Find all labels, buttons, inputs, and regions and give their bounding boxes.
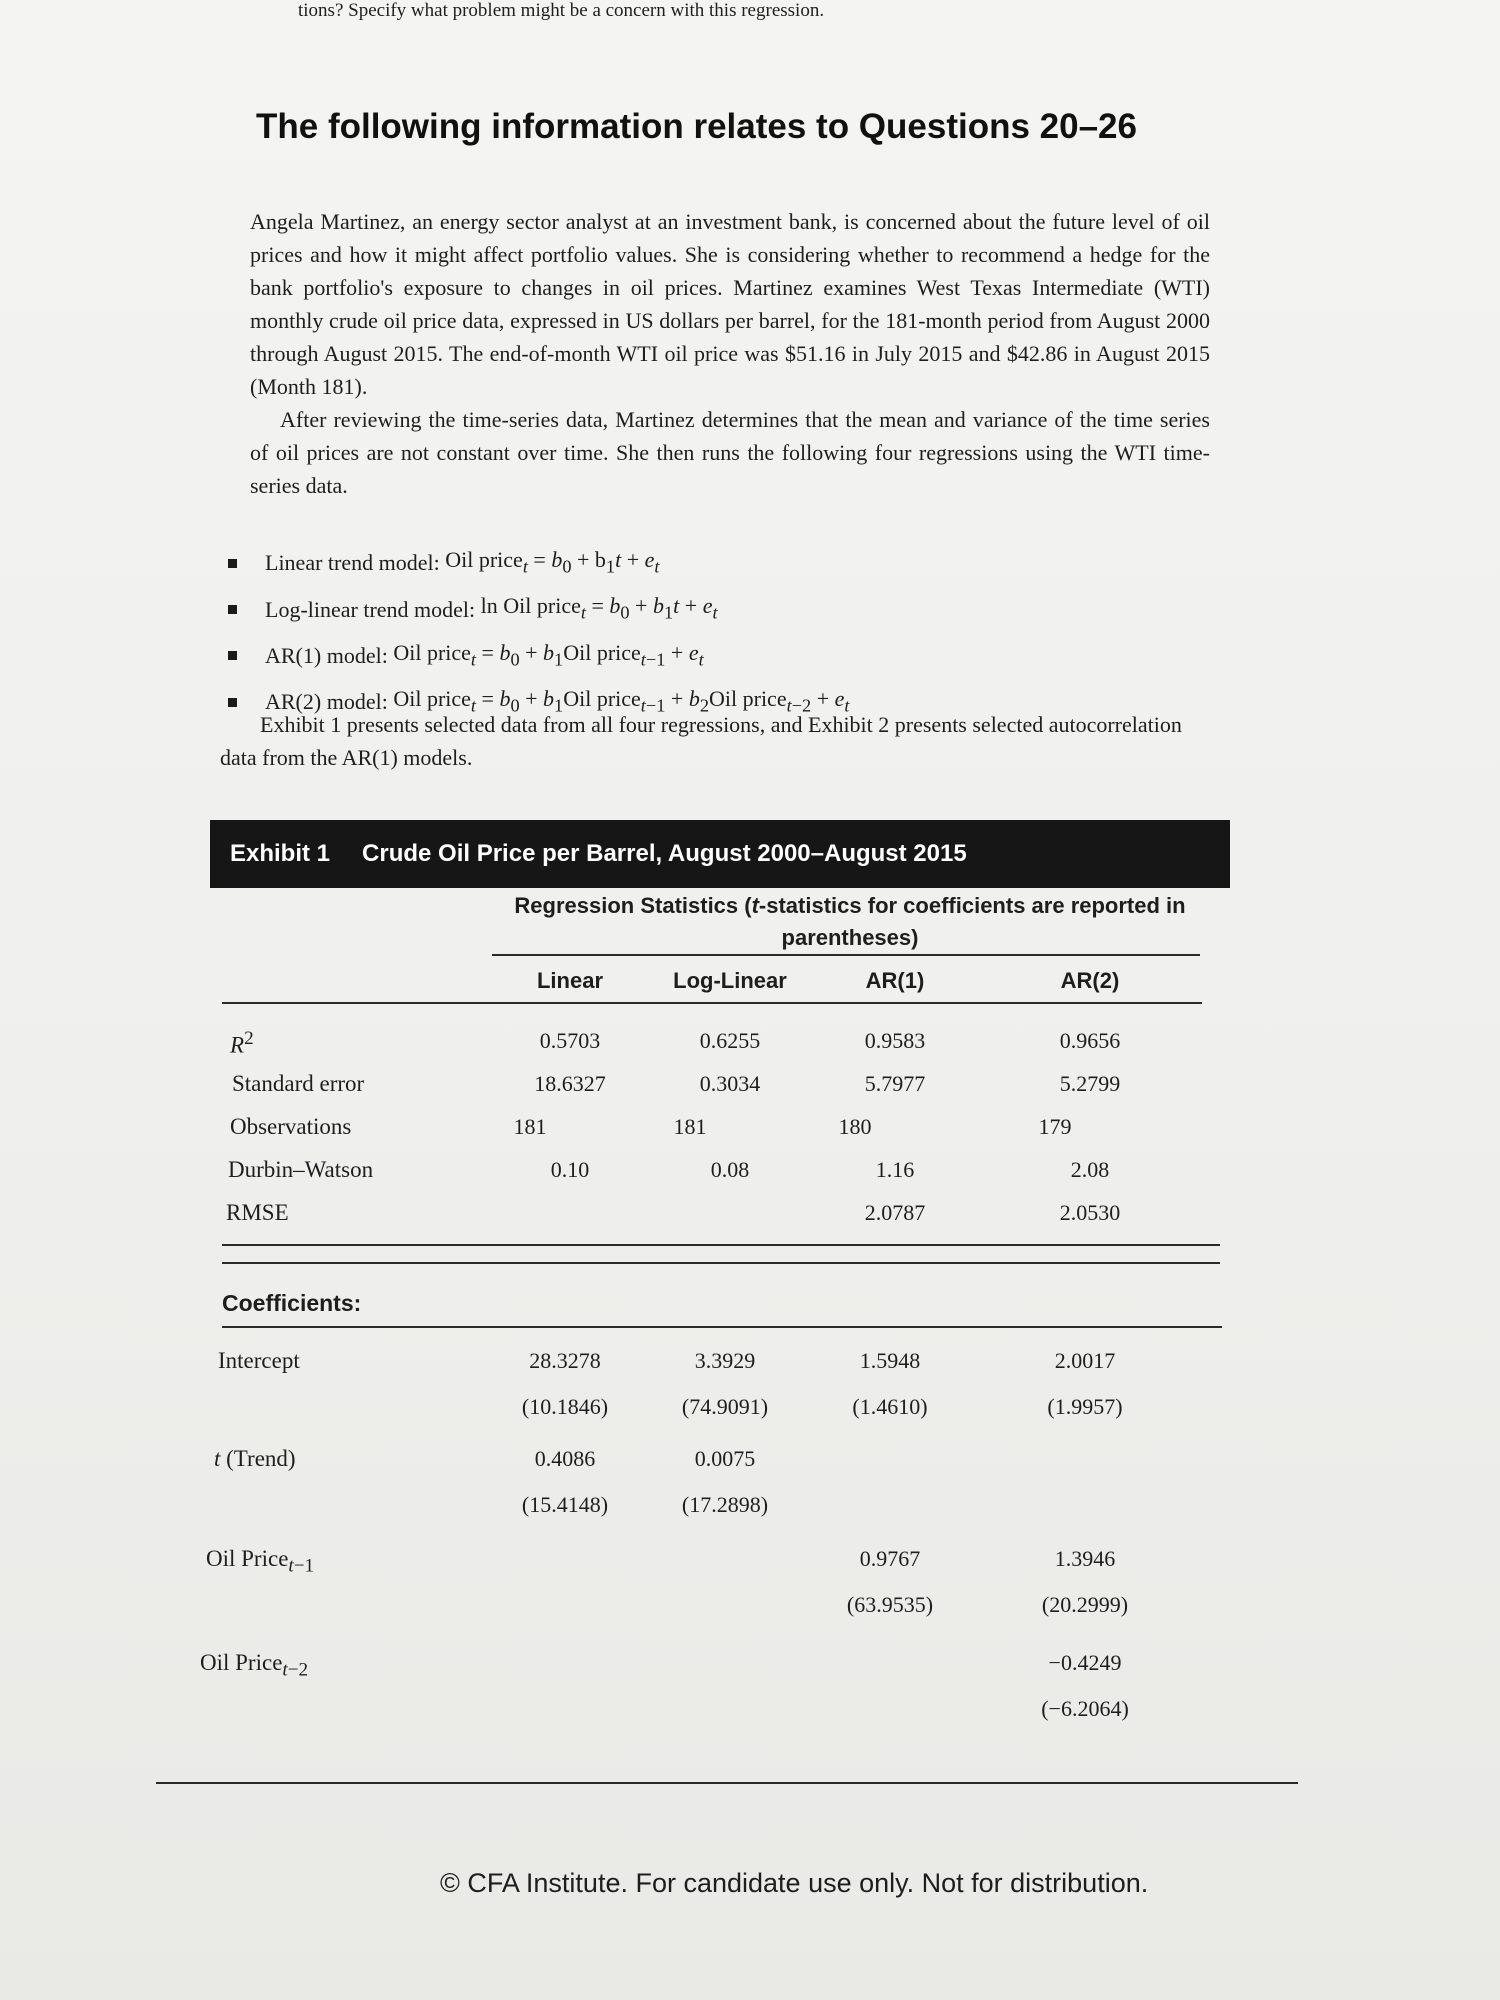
stat-cell: 5.2799 <box>1059 1071 1121 1096</box>
exhibit-bottom-rule <box>156 1782 1298 1784</box>
model-name: Log-linear trend model: <box>265 596 476 622</box>
stats-double-rule <box>222 1262 1220 1264</box>
model-equation: Oil price$_t$ = $b_0 + b_1t + e_t$ <box>445 547 660 577</box>
model-name: AR(2) model: <box>265 689 388 715</box>
stat-cell: 0.10 <box>550 1157 590 1182</box>
stat-cell: 180 <box>838 1114 872 1139</box>
paragraph-2: After reviewing the time-series data, Martinez determines that the mean and variance of the time series of oil prices are not constant over time. She then runs the following four regressions using the WTI time-series data. <box>250 407 1210 498</box>
coefficient-value: 3.3929 <box>694 1348 756 1373</box>
exhibit-label: Exhibit 1 <box>230 840 331 867</box>
exhibit-title: Crude Oil Price per Barrel, August 2000–August 2015 <box>362 840 967 867</box>
coefficient-t-statistic: (1.4610) <box>852 1394 928 1419</box>
previous-question-fragment: tions? Specify what problem might be a concern with this regression. <box>298 0 825 21</box>
coefficient-value: 0.9767 <box>859 1546 921 1571</box>
coefficient-t-statistic: (10.1846) <box>521 1394 609 1419</box>
coefficient-value: 28.3278 <box>529 1348 601 1373</box>
section-heading: The following information relates to Questions 20–26 <box>256 107 1137 146</box>
stat-cell: 2.08 <box>1070 1157 1110 1182</box>
coefficient-value: 1.3946 <box>1054 1546 1116 1571</box>
coefficient-value: 2.0017 <box>1054 1348 1116 1373</box>
stats-bottom-rule <box>222 1244 1220 1246</box>
column-header-ar2: AR(2) <box>1060 968 1120 993</box>
model-item-ar1 <box>228 633 1228 679</box>
bullet-square-icon <box>228 605 237 614</box>
exhibit-intro <box>220 708 1220 774</box>
regression-caption: Regression Statistics (t-statistics for coefficients are reported in parentheses) <box>514 893 1186 950</box>
coefficient-row-label: Oil Price$_{t-2}$ <box>200 1650 309 1681</box>
column-header-linear: Linear <box>536 968 604 993</box>
stat-row-label: Observations <box>230 1114 352 1139</box>
coefficient-t-statistic: (63.9535) <box>846 1592 934 1617</box>
stat-row-label: Durbin–Watson <box>228 1157 374 1182</box>
case-description <box>250 205 1210 502</box>
stat-cell: 1.16 <box>875 1157 915 1182</box>
model-name: AR(1) model: <box>265 642 388 668</box>
coefficient-t-statistic: (−6.2064) <box>1041 1696 1129 1721</box>
stat-cell: 181 <box>513 1114 547 1139</box>
coefficient-value: 0.0075 <box>694 1446 756 1471</box>
stat-row-label: Standard error <box>232 1071 365 1096</box>
coefficient-t-statistic: (17.2898) <box>681 1492 769 1517</box>
copyright-footer: © CFA Institute. For candidate use only. Not for distribution. <box>440 1868 1149 1898</box>
coefficient-value: 1.5948 <box>859 1348 921 1373</box>
bullet-square-icon <box>228 651 237 660</box>
model-name: Linear trend model: <box>265 550 440 576</box>
coefficient-row-label: Oil Price$_{t-1}$ <box>206 1546 315 1577</box>
stat-cell: 0.9656 <box>1059 1028 1121 1053</box>
coefficient-t-statistic: (1.9957) <box>1047 1394 1123 1419</box>
model-equation: Oil price$_t$ = $b_0 + b_1Oil$ price$_{t-1}$ + $e_t$ <box>393 639 704 670</box>
regression-model-list <box>228 540 1228 726</box>
stat-row-label: $R^2$ <box>230 1028 254 1058</box>
column-header-log-linear: Log-Linear <box>673 968 787 993</box>
coefficient-t-statistic: (20.2999) <box>1041 1592 1129 1617</box>
coefficient-value: 0.4086 <box>534 1446 596 1471</box>
model-equation: Oil price$_t$ = $b_0 + b_1Oil$ price$_{t-1}$ + $b_2Oil$ price$_{t-2}$ + $e_t$ <box>393 686 850 716</box>
exhibit-title-bar <box>210 820 1230 888</box>
column-header-ar1: AR(1) <box>865 968 925 993</box>
coefficients-rule <box>222 1326 1222 1328</box>
paragraph-1: Angela Martinez, an energy sector analyst at an investment bank, is concerned about the future level of oil prices and how it might affect portfolio values. She is considering whether to recommend a hedge for the bank portfolio's exposure to changes in oil prices. Martinez examines West Texas Intermediate (WTI) monthly crude oil price data, expressed in US dollars per barrel, for the 181-month period from August 2000 through August 2015. The end-of-month WTI oil price was $51.16 in July 2015 and $42.86 in August 2015 (Month 181). <box>250 209 1210 399</box>
coefficient-t-statistic: (74.9091) <box>681 1394 769 1419</box>
model-equation: ln Oil price$_t$ = $b_0 + b_1t + e_t$ <box>480 593 718 623</box>
stat-cell: 179 <box>1038 1114 1072 1139</box>
stat-cell: 5.7977 <box>864 1071 926 1096</box>
stat-row-label: RMSE <box>226 1200 289 1225</box>
stat-cell: 0.5703 <box>539 1028 601 1053</box>
bullet-square-icon <box>228 698 237 707</box>
stat-cell: 0.08 <box>710 1157 750 1182</box>
bullet-square-icon <box>228 559 237 568</box>
stat-cell: 2.0787 <box>864 1200 926 1225</box>
coefficient-t-statistic: (15.4148) <box>521 1492 609 1517</box>
coefficient-value: −0.4249 <box>1048 1650 1122 1675</box>
coefficient-row-label: Intercept <box>218 1348 300 1373</box>
coefficients-heading: Coefficients: <box>222 1290 362 1316</box>
stat-cell: 18.6327 <box>534 1071 606 1096</box>
coefficient-row-label: t (Trend) <box>214 1446 296 1471</box>
model-item-linear <box>228 540 1228 586</box>
stat-cell: 0.9583 <box>864 1028 926 1053</box>
stat-cell: 181 <box>673 1114 707 1139</box>
paragraph-3: Exhibit 1 presents selected data from all four regressions, and Exhibit 2 presents selected autocorrelation data from the AR(1) models. <box>220 712 1182 770</box>
model-item-log-linear <box>228 586 1228 632</box>
stat-cell: 0.3034 <box>699 1071 761 1096</box>
caption-rule <box>492 954 1200 956</box>
header-rule <box>222 1002 1202 1004</box>
stat-cell: 0.6255 <box>699 1028 761 1053</box>
stat-cell: 2.0530 <box>1059 1200 1121 1225</box>
